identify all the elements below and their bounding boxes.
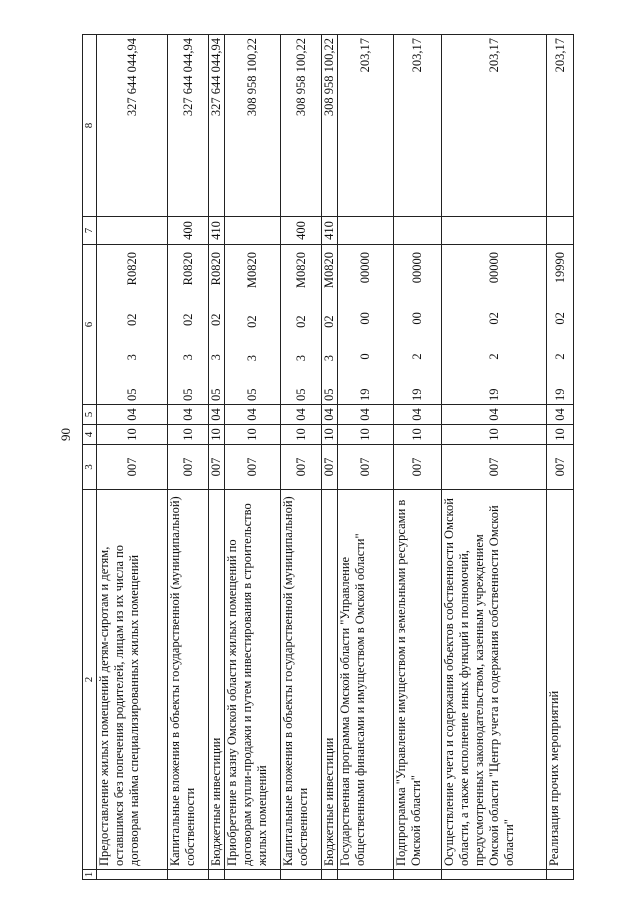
target-article-part: 05	[209, 388, 223, 401]
cell-expense-type	[394, 217, 442, 245]
target-article-parts	[125, 248, 140, 401]
target-article-part: 3	[124, 354, 139, 361]
target-article-part: 02	[245, 315, 259, 328]
cell-target-article	[547, 245, 574, 405]
table-row	[442, 35, 547, 880]
cell-admin-code: 007	[209, 445, 225, 490]
cell-target-article	[394, 245, 442, 405]
cell-name: Государственная программа Омской области "Управление общественными финансами и имуществом в Омской области"	[338, 490, 394, 870]
cell-section: 10	[168, 425, 209, 445]
table-row	[225, 35, 281, 880]
cell-name: Бюджетные инвестиции	[322, 490, 338, 870]
cell-amount: 327 644 044,94	[97, 35, 168, 217]
target-article-part: R0820	[209, 252, 223, 286]
target-article-part: 05	[245, 388, 259, 401]
cell-admin-code: 007	[322, 445, 338, 490]
cell-amount: 203,17	[442, 35, 547, 217]
target-article-parts	[209, 248, 224, 401]
cell-admin-code: 007	[547, 445, 574, 490]
cell-section: 10	[338, 425, 394, 445]
cell-expense-type	[547, 217, 574, 245]
cell-expense-type	[338, 217, 394, 245]
cell-amount: 327 644 044,94	[209, 35, 225, 217]
cell-amount: 203,17	[394, 35, 442, 217]
cell-target-article	[442, 245, 547, 405]
cell-section: 10	[225, 425, 281, 445]
cell-amount: 327 644 044,94	[168, 35, 209, 217]
cell-col1	[322, 870, 338, 880]
target-article-part: M0820	[245, 252, 259, 289]
cell-section: 10	[547, 425, 574, 445]
column-header: 8	[83, 35, 97, 217]
target-article-part: 3	[209, 354, 223, 361]
column-header: 7	[83, 217, 97, 245]
page-number: 90	[58, 428, 73, 441]
cell-amount: 203,17	[547, 35, 574, 217]
target-article-part: 19	[552, 388, 567, 401]
column-header: 5	[83, 405, 97, 425]
header-row	[83, 35, 97, 880]
target-article-part: 19	[486, 388, 501, 401]
cell-subsection: 04	[168, 405, 209, 425]
target-article-parts	[487, 248, 502, 401]
target-article-parts	[553, 248, 568, 401]
cell-subsection: 04	[394, 405, 442, 425]
cell-admin-code: 007	[168, 445, 209, 490]
target-article-part: 2	[486, 353, 501, 360]
cell-name: Осуществление учета и содержания объектов собственности Омской области, а также исполнение иных функций и полномочий, предусмотренных законодательством, казенным учреждением Омской области "Центр учета и содержания собственности Омской области"	[442, 490, 547, 870]
target-article-parts	[181, 248, 196, 401]
target-article-part: M0820	[293, 252, 308, 289]
cell-name: Капитальные вложения в объекты государственной (муниципальной) собственности	[281, 490, 322, 870]
cell-col1	[97, 870, 168, 880]
cell-col1	[225, 870, 281, 880]
cell-target-article	[338, 245, 394, 405]
cell-amount: 203,17	[338, 35, 394, 217]
target-article-part: 00000	[358, 252, 372, 284]
cell-col1	[394, 870, 442, 880]
cell-name: Капитальные вложения в объекты государственной (муниципальной) собственности	[168, 490, 209, 870]
cell-expense-type	[225, 217, 281, 245]
target-article-part: 3	[180, 354, 195, 361]
cell-subsection: 04	[281, 405, 322, 425]
table-row	[168, 35, 209, 880]
table-body	[83, 35, 574, 880]
cell-target-article	[168, 245, 209, 405]
target-article-part: 00000	[410, 252, 424, 284]
cell-col1	[209, 870, 225, 880]
cell-expense-type: 410	[209, 217, 225, 245]
cell-target-article	[97, 245, 168, 405]
cell-expense-type	[97, 217, 168, 245]
cell-admin-code: 007	[338, 445, 394, 490]
cell-section: 10	[322, 425, 338, 445]
budget-table	[82, 34, 574, 880]
target-article-part: 05	[124, 388, 139, 401]
target-article-part: 3	[322, 355, 336, 362]
column-header: 4	[83, 425, 97, 445]
cell-admin-code: 007	[97, 445, 168, 490]
cell-amount: 308 958 100,22	[322, 35, 338, 217]
cell-section: 10	[442, 425, 547, 445]
cell-col1	[338, 870, 394, 880]
target-article-part: 02	[124, 313, 139, 326]
target-article-parts	[294, 248, 309, 401]
target-article-part: 02	[322, 315, 336, 328]
table-row	[338, 35, 394, 880]
cell-name: Предоставление жилых помещений детям-сиротам и детям, оставшимся без попечения родителей, лицам из их числа по договорам найма специализированных жилых помещений	[97, 490, 168, 870]
cell-subsection: 04	[322, 405, 338, 425]
target-article-part: 19990	[552, 252, 567, 284]
target-article-part: 2	[552, 353, 567, 360]
cell-amount: 308 958 100,22	[225, 35, 281, 217]
target-article-part: 19	[358, 388, 372, 401]
cell-subsection: 04	[225, 405, 281, 425]
target-article-part: 0	[358, 353, 372, 360]
table-row	[547, 35, 574, 880]
rotated-page	[82, 35, 587, 880]
target-article-part: 02	[209, 313, 223, 326]
table-row	[97, 35, 168, 880]
table-row	[281, 35, 322, 880]
cell-subsection: 04	[209, 405, 225, 425]
column-header: 3	[83, 445, 97, 490]
target-article-part: 00	[410, 312, 424, 325]
cell-amount: 308 958 100,22	[281, 35, 322, 217]
cell-section: 10	[209, 425, 225, 445]
target-article-part: R0820	[124, 252, 139, 286]
table-row	[394, 35, 442, 880]
cell-target-article	[209, 245, 225, 405]
target-article-parts	[358, 248, 373, 401]
cell-expense-type: 400	[168, 217, 209, 245]
cell-subsection: 04	[547, 405, 574, 425]
cell-col1	[547, 870, 574, 880]
cell-admin-code: 007	[394, 445, 442, 490]
cell-subsection: 04	[97, 405, 168, 425]
target-article-part: 05	[293, 388, 308, 401]
target-article-part: 02	[486, 312, 501, 325]
target-article-parts	[410, 248, 425, 401]
target-article-part: 05	[322, 388, 336, 401]
cell-expense-type: 410	[322, 217, 338, 245]
cell-col1	[168, 870, 209, 880]
target-article-part: 3	[245, 355, 259, 362]
cell-section: 10	[281, 425, 322, 445]
target-article-part: 00000	[486, 252, 501, 284]
column-header: 2	[83, 490, 97, 870]
cell-name: Подпрограмма "Управление имуществом и земельными ресурсами в Омской области"	[394, 490, 442, 870]
cell-subsection: 04	[338, 405, 394, 425]
target-article-part: 2	[410, 353, 424, 360]
target-article-part: 05	[180, 388, 195, 401]
target-article-parts	[245, 248, 260, 401]
cell-admin-code: 007	[225, 445, 281, 490]
target-article-part: 00	[358, 312, 372, 325]
cell-target-article	[281, 245, 322, 405]
table-row	[322, 35, 338, 880]
column-header: 1	[83, 870, 97, 880]
target-article-part: 02	[180, 313, 195, 326]
column-header: 6	[83, 245, 97, 405]
cell-admin-code: 007	[281, 445, 322, 490]
cell-section: 10	[97, 425, 168, 445]
table-row	[209, 35, 225, 880]
cell-expense-type	[442, 217, 547, 245]
cell-target-article	[322, 245, 338, 405]
target-article-part: 02	[293, 315, 308, 328]
cell-name: Бюджетные инвестиции	[209, 490, 225, 870]
target-article-part: M0820	[322, 252, 336, 289]
cell-section: 10	[394, 425, 442, 445]
cell-col1	[281, 870, 322, 880]
cell-target-article	[225, 245, 281, 405]
target-article-part: 19	[410, 388, 424, 401]
cell-admin-code: 007	[442, 445, 547, 490]
cell-name: Приобретение в казну Омской области жилых помещений по договорам купли-продажи и путем инвестирования в строительство жилых помещений	[225, 490, 281, 870]
cell-subsection: 04	[442, 405, 547, 425]
target-article-part: 02	[552, 312, 567, 325]
target-article-part: 3	[293, 355, 308, 362]
target-article-parts	[322, 248, 337, 401]
cell-name: Реализация прочих мероприятий	[547, 490, 574, 870]
target-article-part: R0820	[180, 252, 195, 286]
cell-col1	[442, 870, 547, 880]
cell-expense-type: 400	[281, 217, 322, 245]
